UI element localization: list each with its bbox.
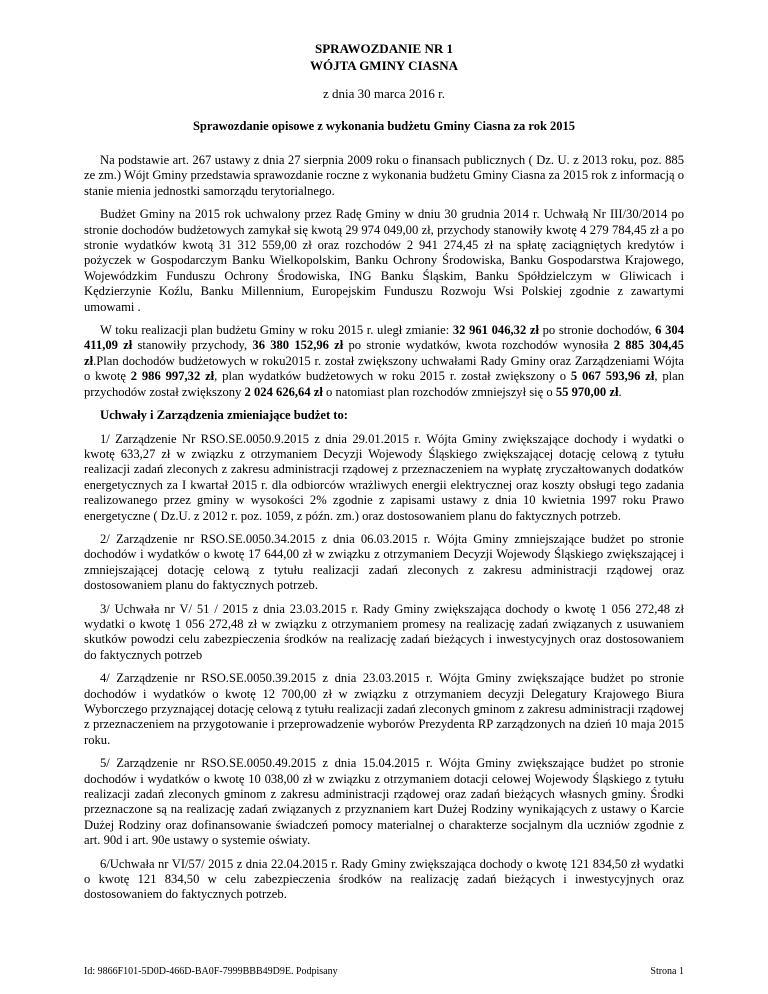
list-item: 2/ Zarządzenie nr RSO.SE.0050.34.2015 z dnia 06.03.2015 r. Wójta Gminy zmniejszające budżet po stronie dochodów i wydatków o kwotę 17 644,00 zł w związku z otrzymaniem Decyzji Wojewody Śląskiego zwiększającej i zmniejszającej dotację celową z tytułu realizacji zadań zleconych z zakresu administracji rządowej oraz dostosowaniem planu do faktycznych potrzeb. — [84, 531, 684, 593]
paragraph-budget: Budżet Gminy na 2015 rok uchwalony przez Radę Gminy w dniu 30 grudnia 2014 r. Uchwałą Nr III/30/2014 po stronie dochodów budżetowych zamykał się kwotą 29 974 049,00 zł, przychody stanowiły kwotę 4 279 784,45 zł a po stronie wydatków kwotą 31 312 559,00 zł oraz rozchodów 2 941 274,45 zł na spłatę zaciągniętych kredytów i pożyczek w Gospodarczym Banku Wielkopolskim, Banku Ochrony Środowiska, Banku Gospodarstwa Krajowego, Wojewódzkim Funduszu Ochrony Środowiska, ING Banku Śląskim, Banku Spółdzielczym w Gliwicach i Kędzierzynie Koźlu, Banku Millennium, Europejskim Funduszu Rozwoju Wsi Polskiej zgodnie z zawartymi umowami . — [84, 207, 684, 314]
text-segment: o natomiast plan rozchodów zmniejszył się o — [322, 384, 556, 399]
list-item: 4/ Zarządzenie nr RSO.SE.0050.39.2015 z dnia 23.03.2015 r. Wójta Gminy zwiększające budżet po stronie dochodów i wydatków o kwotę 12 700,00 zł w związku z otrzymaniem decyzji Delegatury Krajowego Biura Wyborczego przyznającej dotację celową z tytułu realizacji zadań zleconych gminom z zakresu administracji rządowej z przeznaczeniem na przygotowanie i przeprowadzenie wyborów Prezydenta RP zarządzonych na dzień 10 maja 2015 roku. — [84, 671, 684, 747]
document-content — [84, 40, 684, 903]
list-item: 6/Uchwała nr VI/57/ 2015 z dnia 22.04.2015 r. Rady Gminy zwiększająca dochody o kwotę 121 834,50 zł wydatki o kwotę 121 834,50 w celu zabezpieczenia środków na realizację zadań bieżących i inwestycyjnych oraz dostosowaniem do faktycznych potrzeb. — [84, 856, 684, 902]
amount-expenses: 36 380 152,96 zł — [252, 338, 344, 353]
title-line-1: SPRAWOZDANIE NR 1 — [315, 41, 453, 56]
text-segment: , plan przychodów został zwiększony — [84, 369, 685, 399]
title-line-2: WÓJTA GMINY CIASNA — [309, 58, 459, 73]
text-segment: po stronie wydatków, kwota rozchodów wynosiła — [343, 338, 614, 353]
list-item: 3/ Uchwała nr V/ 51 / 2015 z dnia 23.03.2015 r. Rady Gminy zwiększająca dochody o kwotę 1 056 272,48 zł wydatki o kwotę 1 056 272,48 zł w związku z otrzymaniem promesy na realizację zadań związanych z usuwaniem skutków powodzi celu zabezpieczenia środków na realizację zadań bieżących i inwestycyjnych oraz dostosowaniem do faktycznych potrzeb — [84, 601, 684, 662]
amount-revenue: 6 304 411,09 zł — [84, 323, 684, 353]
amount-outflows: 2 885 304,45 zł — [84, 338, 684, 368]
paragraph-intro: Na podstawie art. 267 ustawy z dnia 27 sierpnia 2009 roku o finansach publicznych ( Dz. U. z 2013 roku, poz. 885 ze zm.) Wójt Gminy przedstawia sprawozdanie roczne z wykonania budżetu Gminy Ciasna za 2015 rok z informacją o stanie mienia jednostki samorządu terytorialnego. — [84, 153, 684, 198]
page-number: Strona 1 — [650, 966, 684, 977]
list-item: 5/ Zarządzenie nr RSO.SE.0050.49.2015 z dnia 15.04.2015 r. Wójta Gminy zwiększające budżet po stronie dochodów i wydatków o kwotę 10 038,00 zł w związku z otrzymaniem dotacji celowej Wojewody Śląskiego z tytułu realizacji zadań zleconych gminom z zakresu administracji rządowej oraz zadań bieżących własnych gminy. Środki przeznaczone są na realizację zadań związanych z przyznaniem kart Dużej Rodziny wynikających z ustawy o Karcie Dużej Rodziny oraz dofinansowanie świadczeń pomocy materialnej o charakterze socjalnym dla uczniów zgodnie z art. 90d i art. 90e ustawy o systemie oświaty. — [84, 756, 684, 848]
paragraph-realization — [84, 323, 684, 400]
document-id: Id: 9866F101-5D0D-466D-BA0F-7999BBB49D9E. Podpisany — [84, 966, 338, 977]
document-title — [84, 40, 684, 74]
section-heading: Uchwały i Zarządzenia zmieniające budżet to: — [100, 408, 348, 423]
amount-income: 32 961 046,32 zł — [452, 323, 539, 338]
document-date: z dnia 30 marca 2016 r. — [322, 86, 445, 101]
amount-income-increase: 2 986 997,32 zł — [130, 369, 215, 384]
text-segment: .Plan dochodów budżetowych w roku2015 r. został zwiększony uchwałami Rady Gminy oraz Zarządzeniami Wójta o kwotę — [84, 353, 684, 384]
text-segment: po stronie dochodów, — [538, 323, 656, 338]
amount-revenue-increase: 2 024 626,64 zł — [244, 384, 323, 399]
text-segment: . — [618, 384, 622, 399]
text-segment: , plan wydatków budżetowych w roku 2015 r. został zwiększony o — [214, 369, 571, 384]
list-item: 1/ Zarządzenie Nr RSO.SE.0050.9.2015 z dnia 29.01.2015 r. Wójta Gminy zwiększające dochody i wydatki o kwotę 633,27 zł w związku z otrzymaniem Decyzji Wojewody Śląskiego zwiększającej dotację celową z tytułu realizacji zadań zleconych z zakresu administracji rządowej z przeznaczeniem na wypłatę zryczałtowanych dodatków energetycznych za I kwartał 2015 r. dla odbiorców wrażliwych energii elektrycznej oraz koszty obsługi tego zadania realizowanego przez gminy w wysokości 2% zgodnie z zapisami ustawy z dnia 10 kwietnia 1997 roku Prawo energetyczne ( Dz.U. z 2012 r. poz. 1059, z późn. zm.) oraz dostosowaniem planu do faktycznych potrzeb. — [84, 431, 684, 523]
text-segment: stanowiły przychody, — [132, 338, 253, 353]
text-segment: W toku realizacji plan budżetu Gminy w roku 2015 r. uległ zmianie: — [100, 323, 453, 338]
document-subtitle: Sprawozdanie opisowe z wykonania budżetu Gminy Ciasna za rok 2015 — [192, 119, 576, 133]
amount-expense-increase: 5 067 593,96 zł — [570, 369, 655, 384]
amount-outflow-decrease: 55 970,00 zł — [555, 384, 619, 399]
